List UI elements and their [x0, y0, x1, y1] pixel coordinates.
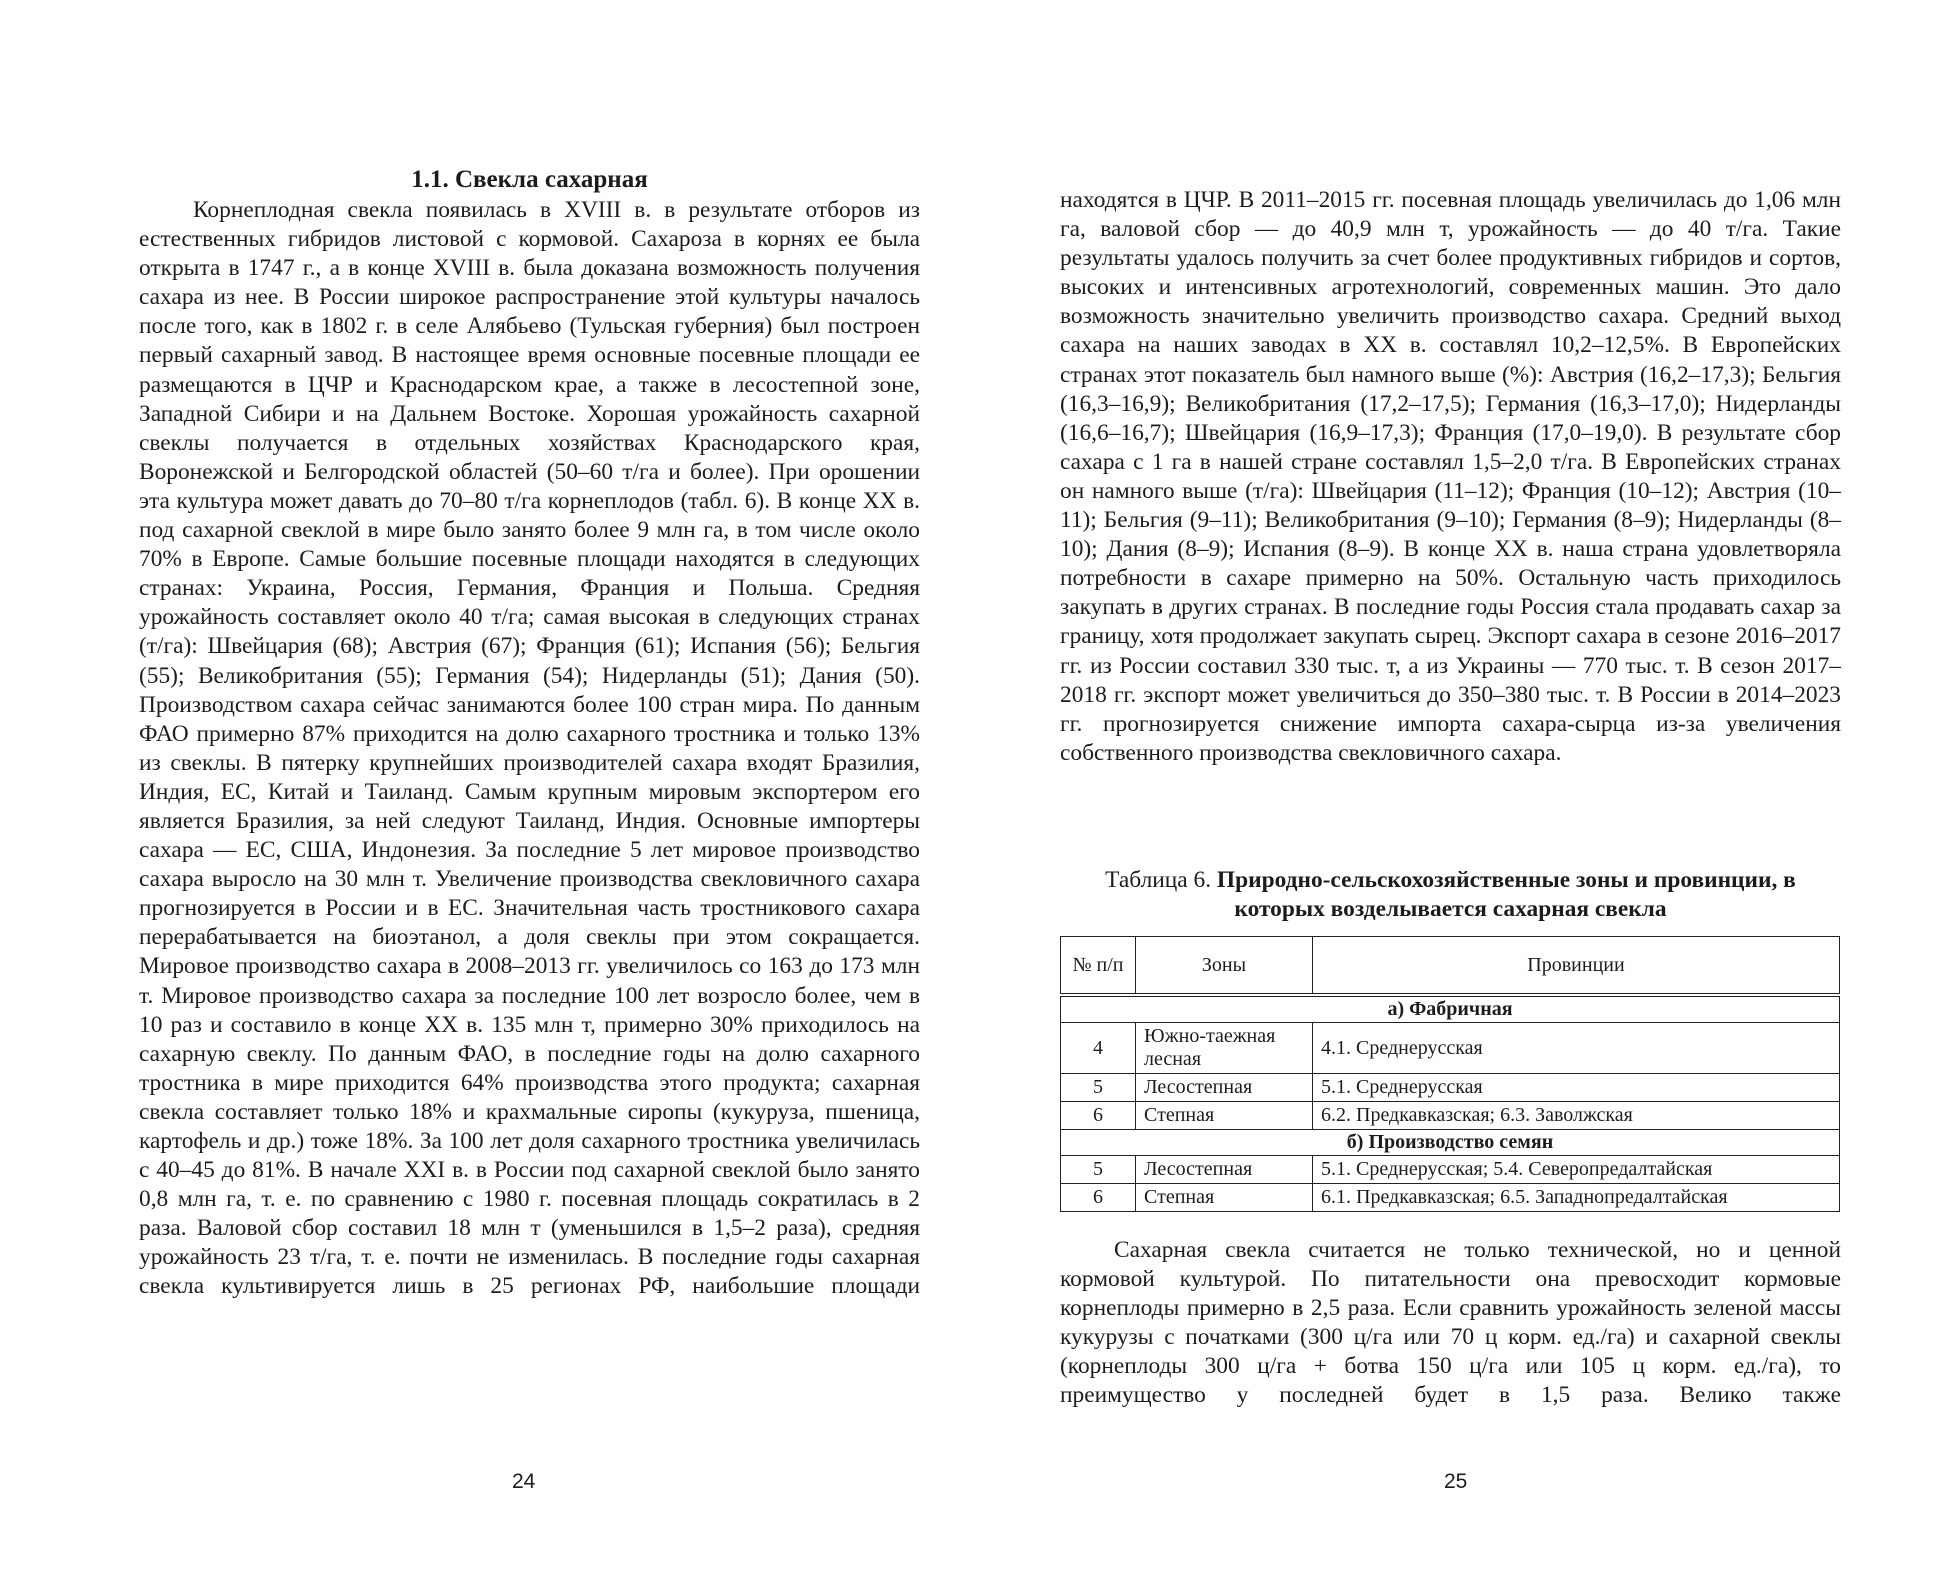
table-row: [1061, 1023, 1840, 1074]
section-label-b: б) Производство семян: [1061, 1130, 1840, 1156]
cell-province: 5.1. Среднерусская: [1313, 1074, 1840, 1102]
right-text-column-top: [1060, 186, 1841, 768]
page-number-left: 24: [512, 1470, 536, 1493]
right-page: [974, 0, 1948, 1574]
cell-province: 6.1. Предкавказская; 6.5. Западнопредалтайская: [1313, 1184, 1840, 1212]
cell-zone: Степная: [1136, 1184, 1313, 1212]
table-caption: [1060, 866, 1841, 924]
cell-province: 5.1. Среднерусская; 5.4. Северопредалтайская: [1313, 1156, 1840, 1184]
zones-table: [1060, 936, 1840, 1212]
cell-number: 5: [1061, 1156, 1136, 1184]
section-heading: 1.1. Свекла сахарная: [411, 166, 648, 193]
header-zones: Зоны: [1136, 937, 1313, 996]
cell-zone: Лесостепная: [1136, 1074, 1313, 1102]
left-text-column: [139, 164, 920, 1302]
cell-number: 6: [1061, 1102, 1136, 1130]
cell-zone: Южно-таежная лесная: [1136, 1023, 1313, 1074]
table-row: [1061, 1074, 1840, 1102]
table-header-row: [1061, 937, 1840, 996]
section-row-a: [1061, 995, 1840, 1023]
cell-zone: Лесостепная: [1136, 1156, 1313, 1184]
cell-province: 6.2. Предкавказская; 6.3. Заволжская: [1313, 1102, 1840, 1130]
header-number: № п/п: [1061, 937, 1136, 996]
table-caption-title: Природно-сельскохозяйственные зоны и провинции, в которых возделывается сахарная свекла: [1216, 867, 1796, 922]
cell-zone: Степная: [1136, 1102, 1313, 1130]
right-body-paragraph-top: находятся в ЦЧР. В 2011–2015 гг. посевная площадь увеличилась до 1,06 млн га, валовой сбор — до 40,9 млн т, урожайность — до 40 т/га. Такие результаты удалось получить за счет более продуктивных гибридов и сортов, высоких и интенсивных агротехнологий, современных машин. Это дало возможность значительно увеличить производство сахара. Средний выход сахара на наших заводах в XX в. составлял 10,2–12,5%. В Европейских странах этот показатель был намного выше (%): Австрия (16,2–17,3); Бельгия (16,3–16,9); Великобритания (17,2–17,5); Германия (16,3–17,0); Нидерланды (16,6–16,7); Швейцария (16,9–17,3); Франция (17,0–19,0). В результате сбор сахара с 1 га в нашей стране составлял 1,5–2,0 т/га. В Европейских странах он намного выше (т/га): Швейцария (11–12); Франция (10–12); Австрия (10–11); Бельгия (9–11); Великобритания (9–10); Германия (8–9); Нидерланды (8–10); Дания (8–9); Испания (8–9). В конце XX в. наша страна удовлетворяла потребности в сахаре примерно на 50%. Остальную часть приходилось закупать в других странах. В последние годы Россия стала продавать сахар за границу, хотя продолжает закупать сырец. Экспорт сахара в сезоне 2016–2017 гг. из России составил 330 тыс. т, а из Украины — 770 тыс. т. В сезон 2017–2018 гг. экспорт может увеличиться до 350–380 тыс. т. В России в 2014–2023 гг. прогнозируется снижение импорта сахара-сырца из-за увеличения собственного производства свекловичного сахара.: [1060, 187, 1841, 766]
table-row: [1061, 1184, 1840, 1212]
cell-number: 5: [1061, 1074, 1136, 1102]
table-row: [1061, 1102, 1840, 1130]
section-label-a: а) Фабричная: [1061, 995, 1840, 1023]
page-number-right: 25: [1444, 1470, 1468, 1493]
left-body-paragraph: Корнеплодная свекла появилась в XVIII в. в результате отборов из естественных гибридов листовой с кормовой. Сахароза в корнях ее была открыта в 1747 г., а в конце XVIII в. была доказана возможность получения сахара из нее. В России широкое распространение этой культуры началось после того, как в 1802 г. в селе Алябьево (Тульская губерния) был построен первый сахарный завод. В настоящее время основные посевные площади ее размещаются в ЦЧР и Краснодарском крае, а также в лесостепной зоне, Западной Сибири и на Дальнем Востоке. Хорошая урожайность сахарной свеклы получается в отдельных хозяйствах Краснодарского края, Воронежской и Белгородской областей (50–60 т/га и более). При орошении эта культура может давать до 70–80 т/га корнеплодов (табл. 6). В конце XX в. под сахарной свеклой в мире было занято более 9 млн га, в том числе около 70% в Европе. Самые большие посевные площади находятся в следующих странах: Украина, Россия, Германия, Франция и Польша. Средняя урожайность составляет около 40 т/га; самая высокая в следующих странах (т/га): Швейцария (68); Австрия (67); Франция (61); Испания (56); Бельгия (55); Великобритания (55); Германия (54); Нидерланды (51); Дания (50). Производством сахара сейчас занимаются более 100 стран мира. По данным ФАО примерно 87% приходится на долю сахарного тростника и только 13% из свеклы. В пятерку крупнейших производителей сахара входят Бразилия, Индия, ЕС, Китай и Таиланд. Самым крупным мировым экспортером его является Бразилия, за ней следуют Таиланд, Индия. Основные импортеры сахара — ЕС, США, Индонезия. За последние 5 лет мировое производство сахара выросло на 30 млн т. Увеличение производства свекловичного сахара прогнозируется в России и в ЕС. Значительная часть тростникового сахара перерабатывается на биоэтанол, а доля свеклы при этом сокращается. Мировое производство сахара в 2008–2013 гг. увеличилось со 163 до 173 млн т. Мировое производство сахара за последние 100 лет возросло более, чем в 10 раз и составило в конце XX в. 135 млн т, примерно 30% приходилось на сахарную свеклу. По данным ФАО, в последние годы на долю сахарного тростника в мире приходится 64% производства этого продукта; сахарная свекла составляет только 18% и крахмальные сиропы (кукуруза, пшеница, картофель и др.) тоже 18%. За 100 лет доля сахарного тростника увеличилась с 40–45 до 81%. В начале XXI в. в России под сахарной свеклой было занято 0,8 млн га, т. е. по сравнению с 1980 г. посевная площадь сократилась в 2 раза. Валовой сбор составил 18 млн т (уменьшился в 1,5–2 раза), средняя урожайность 23 т/га, т. е. почти не изменилась. В последние годы сахарная свекла культивируется лишь в 25 регионах РФ, наибольшие площади: [139, 197, 920, 1300]
cell-number: 6: [1061, 1184, 1136, 1212]
cell-province: 4.1. Среднерусская: [1313, 1023, 1840, 1074]
right-text-column-bottom: [1060, 1236, 1841, 1411]
table-caption-prefix: Таблица 6.: [1105, 867, 1212, 893]
section-row-b: [1061, 1130, 1840, 1156]
cell-number: 4: [1061, 1023, 1136, 1074]
header-provinces: Провинции: [1313, 937, 1840, 996]
table-row: [1061, 1156, 1840, 1184]
right-body-paragraph-bottom: Сахарная свекла считается не только технической, но и ценной кормовой культурой. По питательности она превосходит кормовые корнеплоды примерно в 2,5 раза. Если сравнить урожайность зеленой массы кукурузы с початками (300 ц/га или 70 ц корм. ед./га) и сахарной свеклы (корнеплоды 300 ц/га + ботва 150 ц/га или 105 ц корм. ед./га), то преимущество у последней будет в 1,5 раза. Велико также: [1060, 1237, 1841, 1409]
